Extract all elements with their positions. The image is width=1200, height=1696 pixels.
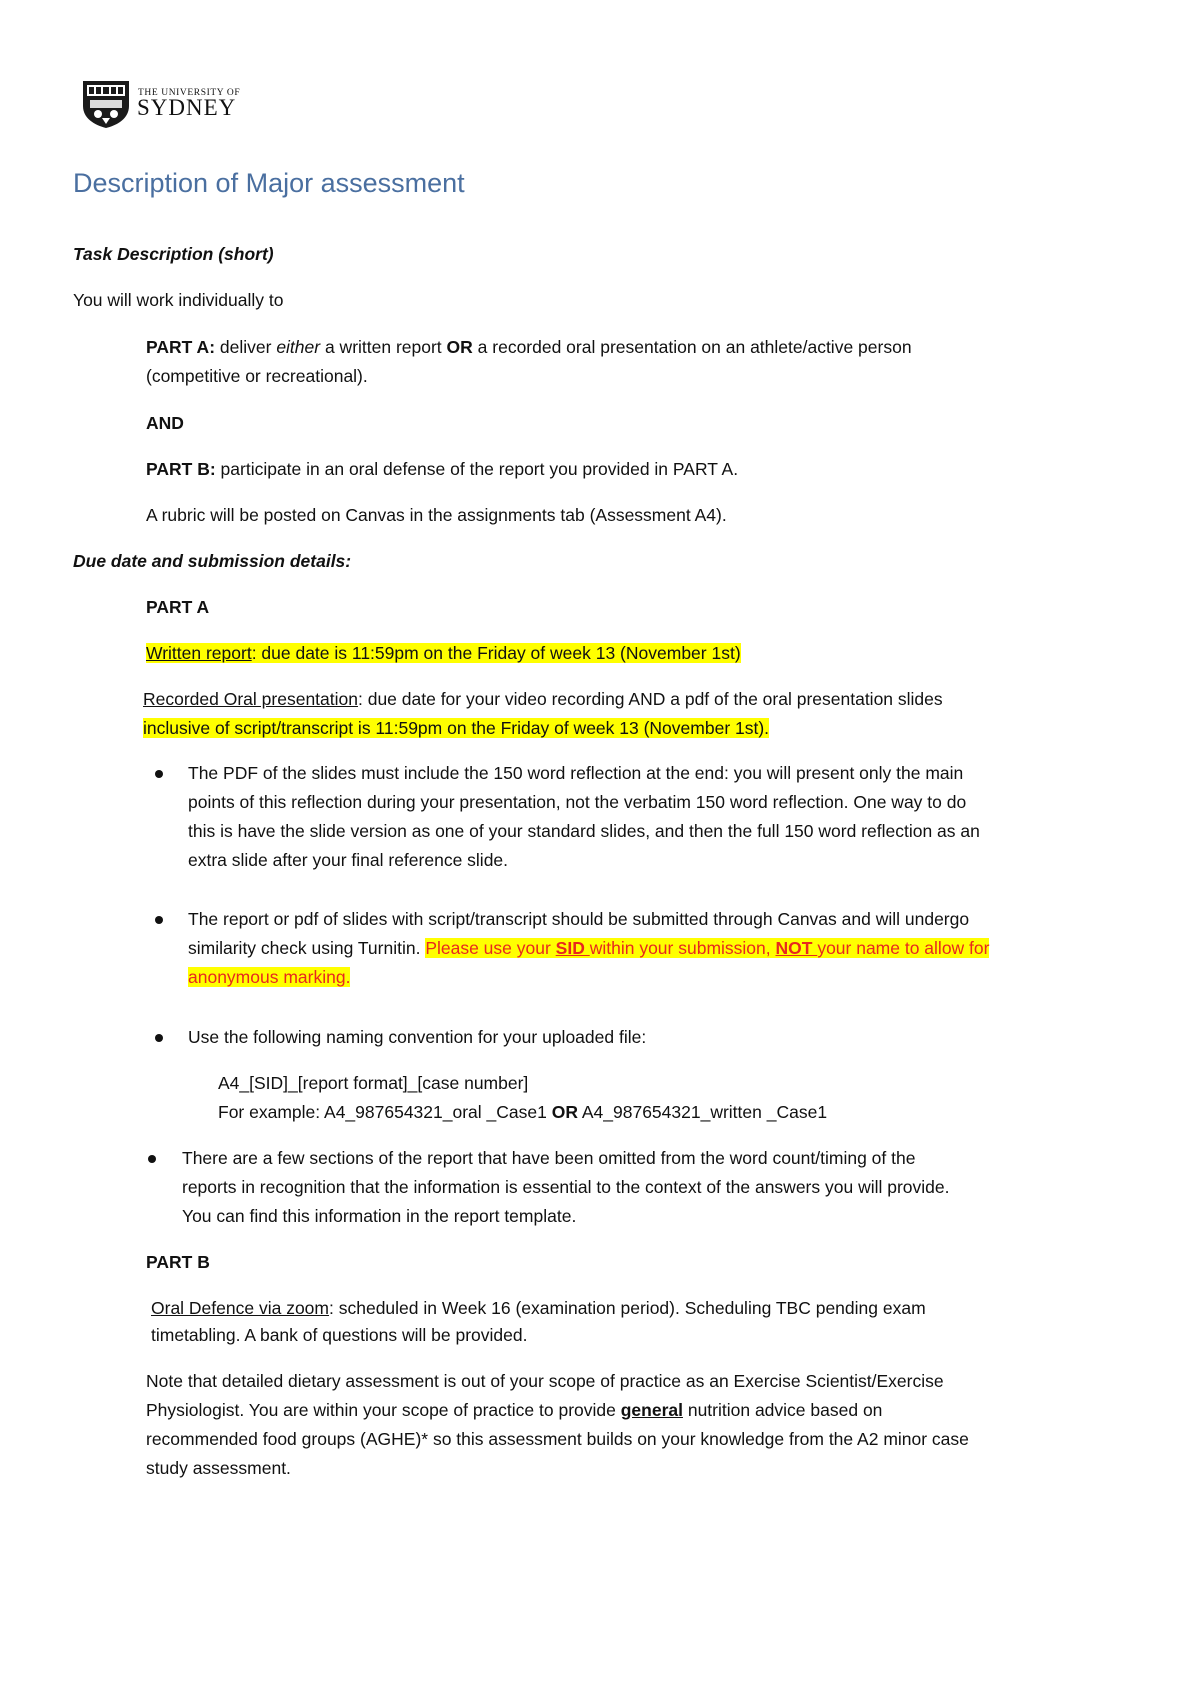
bullet2-line1: The report or pdf of slides with script/transcript should be submitted through Canvas and will undergo [188, 909, 970, 929]
oral-defence-line2: timetabling. A bank of questions will be provided. [151, 1325, 528, 1345]
note-line2 [146, 1396, 882, 1425]
naming-line1: A4_[SID]_[report format]_[case number] [218, 1073, 529, 1093]
bullet4-line3: You can find this information in the report template. [182, 1206, 577, 1226]
bullet1-line1: The PDF of the slides must include the 150 word reflection at the end: you will present only the main [188, 763, 964, 783]
bullet-icon [155, 916, 163, 924]
page-title: Description of Major assessment [73, 168, 465, 198]
written-report-label: Written report [146, 643, 252, 663]
oral-defence-text: : scheduled in Week 16 (examination period). Scheduling TBC pending exam [329, 1298, 926, 1318]
part-a-either: either [276, 337, 321, 357]
note-general: general [620, 1400, 683, 1420]
recorded-text: : due date for your video recording AND a pdf of the oral presentation slides [357, 689, 943, 709]
part-b-heading: PART B [146, 1252, 210, 1272]
note-line3: recommended food groups (AGHE)* so this assessment builds on your knowledge from the A2 minor case [146, 1429, 969, 1449]
part-a-text: a recorded oral presentation on an athlete/active person [472, 337, 912, 357]
oral-defence-label: Oral Defence via zoom [151, 1298, 329, 1318]
bullet4-line2: reports in recognition that the information is essential to the context of the answers you will provide. [182, 1177, 950, 1197]
part-b-line [146, 455, 738, 484]
task-heading: Task Description (short) [73, 244, 274, 264]
part-a-line1 [146, 333, 912, 362]
note-text: nutrition advice based on [682, 1400, 883, 1420]
bullet-icon [155, 1034, 163, 1042]
intro-text: You will work individually to [73, 290, 284, 310]
bullet-icon [155, 770, 163, 778]
bullet2-text: similarity check using Turnitin. [188, 938, 426, 958]
naming-or: OR [551, 1102, 578, 1122]
part-a-heading: PART A [146, 597, 210, 617]
part-b-label: PART B: [146, 459, 216, 479]
naming-text: A4_987654321_written _Case1 [577, 1102, 828, 1122]
university-logo [80, 78, 270, 130]
bullet1-line4: extra slide after your final reference slide. [188, 850, 509, 870]
bullet3-line: Use the following naming convention for your uploaded file: [188, 1027, 647, 1047]
due-heading: Due date and submission details: [73, 551, 352, 571]
written-report-line [146, 639, 741, 668]
bullet-icon [148, 1155, 156, 1163]
recorded-line2-text: inclusive of script/transcript is 11:59pm on the Friday of week 13 (November 1st). [143, 718, 770, 738]
part-a-text: deliver [215, 337, 277, 357]
recorded-label: Recorded Oral presentation [143, 689, 358, 709]
written-report-text: : due date is 11:59pm on the Friday of week 13 (November 1st) [251, 643, 741, 663]
part-a-label: PART A: [146, 337, 216, 357]
bullet2-red-text: anonymous marking. [188, 967, 351, 987]
bullet2-red-text: your name to allow for [817, 938, 990, 958]
rubric-text: A rubric will be posted on Canvas in the assignments tab (Assessment A4). [146, 505, 727, 525]
bullet4-line1: There are a few sections of the report that have been omitted from the word count/timing of the [182, 1148, 916, 1168]
university-crest-icon [80, 78, 132, 130]
logo-small-text: THE UNIVERSITY OF [138, 88, 241, 98]
oral-defence-line1 [151, 1294, 926, 1323]
and-label: AND [146, 413, 184, 433]
part-b-text: participate in an oral defense of the report you provided in PART A. [215, 459, 739, 479]
bullet2-line3 [188, 963, 350, 992]
bullet2-not: NOT [775, 938, 818, 958]
recorded-line1 [143, 685, 943, 714]
naming-text: For example: A4_987654321_oral _Case1 [218, 1102, 552, 1122]
note-line4: study assessment. [146, 1458, 291, 1478]
naming-line2 [218, 1098, 827, 1127]
bullet2-sid: SID [555, 938, 590, 958]
bullet2-red-text: Please use your [425, 938, 556, 958]
part-a-line2: (competitive or recreational). [146, 366, 368, 386]
bullet2-line2 [188, 934, 989, 963]
bullet1-line3: this is have the slide version as one of your standard slides, and then the full 150 word reflection as an [188, 821, 980, 841]
note-text: Physiologist. You are within your scope of practice to provide [146, 1400, 621, 1420]
logo-big-text: SYDNEY [137, 95, 237, 120]
part-a-text: a written report [320, 337, 447, 357]
part-a-or: OR [446, 337, 473, 357]
recorded-line2 [143, 714, 769, 743]
note-line1: Note that detailed dietary assessment is out of your scope of practice as an Exercise Scientist/Exercise [146, 1371, 944, 1391]
bullet1-line2: points of this reflection during your presentation, not the verbatim 150 word reflection. One way to do [188, 792, 967, 812]
bullet2-red-text: within your submission, [589, 938, 776, 958]
